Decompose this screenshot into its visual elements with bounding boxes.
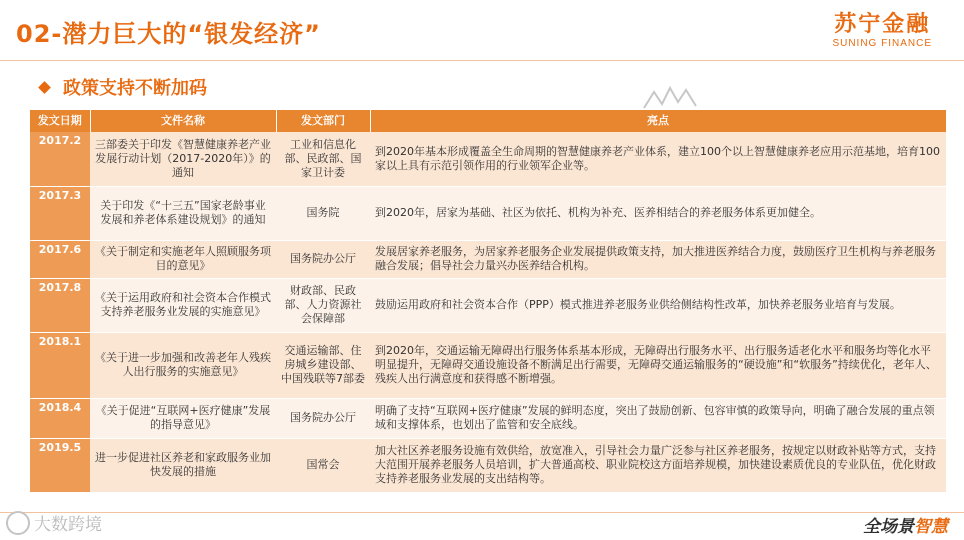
footer-divider [0, 512, 964, 513]
row-department: 国务院办公厅 [276, 240, 370, 278]
watermark-left [6, 510, 102, 535]
table-row [30, 398, 946, 438]
table-header-row [30, 110, 946, 132]
row-document-name: 《关于促进“互联网+医疗健康”发展的指导意见》 [90, 398, 276, 438]
row-document-name: 关于印发《“十三五”国家老龄事业发展和养老体系建设规划》的通知 [90, 186, 276, 240]
row-document-name: 进一步促进社区养老和家政服务业加快发展的措施 [90, 438, 276, 492]
row-date: 2018.4 [30, 398, 90, 438]
table-row [30, 278, 946, 332]
row-date: 2017.2 [30, 132, 90, 186]
table-row [30, 240, 946, 278]
watermark-right [863, 512, 948, 537]
row-highlight: 到2020年，交通运输无障碍出行服务体系基本形成，无障碍出行服务水平、出行服务适老化水平和服务均等化水平明显提升，无障碍交通设施设备不断满足出行需要，无障碍交通运输服务的“硬设施”和“软服务”持续优化，老年人、残疾人出行满意度和获得感不断增强。 [370, 332, 946, 398]
policy-table [30, 110, 947, 493]
row-highlight: 发展居家养老服务，为居家养老服务企业发展提供政策支持，加大推进医养结合力度，鼓励医疗卫生机构与养老服务融合发展；倡导社会力量兴办医养结合机构。 [370, 240, 946, 278]
logo-text-en: SUNING FINANCE [832, 38, 932, 49]
diamond-bullet-icon [38, 81, 51, 94]
watermark-logo-icon [6, 511, 30, 535]
row-department: 财政部、民政部、人力资源社会保障部 [276, 278, 370, 332]
logo-text-cn: 苏宁金融 [834, 12, 931, 37]
row-department: 国常会 [276, 438, 370, 492]
header-department: 发文部门 [276, 110, 370, 132]
row-department: 交通运输部、住房城乡建设部、中国残联等7部委 [276, 332, 370, 398]
row-document-name: 《关于运用政府和社会资本合作模式支持养老服务业发展的实施意见》 [90, 278, 276, 332]
watermark-right-text: 全场景 [863, 517, 914, 537]
table-row [30, 132, 946, 186]
row-date: 2017.8 [30, 278, 90, 332]
row-date: 2018.1 [30, 332, 90, 398]
row-date: 2017.3 [30, 186, 90, 240]
row-department: 国务院 [276, 186, 370, 240]
table-row [30, 332, 946, 398]
row-department: 国务院办公厅 [276, 398, 370, 438]
watermark-left-text: 大数跨境 [34, 515, 102, 535]
row-highlight: 加大社区养老服务设施有效供给，放宽准入，引导社会力量广泛参与社区养老服务，按规定以财政补贴等方式，支持大范围开展养老服务人员培训，扩大普通高校、职业院校这方面培养规模，加快建设素质优良的专业队伍，优化财政支持养老服务业发展的支出结构等。 [370, 438, 946, 492]
header-document-name: 文件名称 [90, 110, 276, 132]
row-highlight: 鼓励运用政府和社会资本合作（PPP）模式推进养老服务业供给侧结构性改革，加快养老服务业培育与发展。 [370, 278, 946, 332]
row-highlight: 明确了支持“互联网+医疗健康”发展的鲜明态度，突出了鼓励创新、包容审慎的政策导向，明确了融合发展的重点领域和支撑体系，也划出了监管和安全底线。 [370, 398, 946, 438]
row-department: 工业和信息化部、民政部、国家卫计委 [276, 132, 370, 186]
row-highlight: 到2020年，居家为基础、社区为依托、机构为补充、医养相结合的养老服务体系更加健全。 [370, 186, 946, 240]
row-document-name: 《关于进一步加强和改善老年人残疾人出行服务的实施意见》 [90, 332, 276, 398]
table-row [30, 186, 946, 240]
header-divider [0, 60, 964, 61]
section-heading [40, 74, 207, 100]
section-heading-text: 政策支持不断加码 [63, 78, 207, 99]
watermark-right-accent: 智慧 [914, 517, 948, 537]
page-title: 02-潜力巨大的“银发经济” [16, 20, 321, 48]
brand-logo [832, 12, 932, 50]
header-highlights: 亮点 [370, 110, 946, 132]
table-row [30, 438, 946, 492]
row-document-name: 《关于制定和实施老年人照顾服务项目的意见》 [90, 240, 276, 278]
row-date: 2017.6 [30, 240, 90, 278]
row-highlight: 到2020年基本形成覆盖全生命周期的智慧健康养老产业体系，建立100个以上智慧健康养老应用示范基地，培育100家以上具有示范引领作用的行业领军企业等。 [370, 132, 946, 186]
row-document-name: 三部委关于印发《智慧健康养老产业发展行动计划（2017-2020年）》的通知 [90, 132, 276, 186]
header-date: 发文日期 [30, 110, 90, 132]
row-date: 2019.5 [30, 438, 90, 492]
